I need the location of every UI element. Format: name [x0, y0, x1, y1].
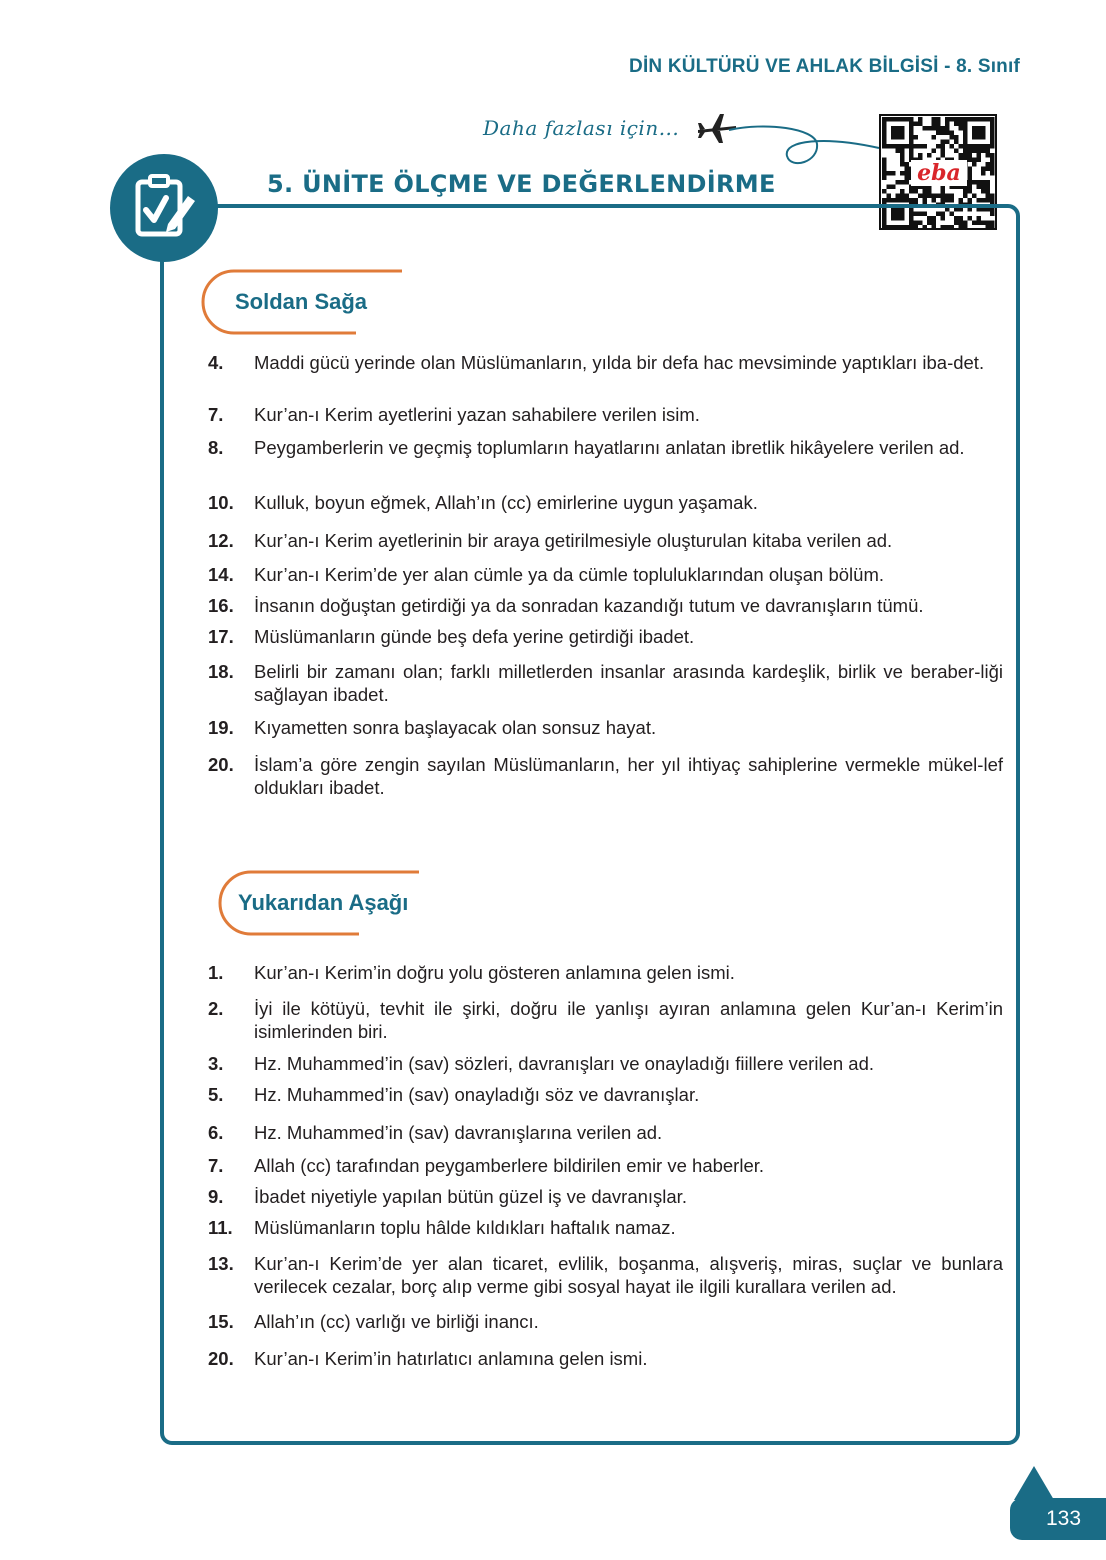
section-title: Soldan Sağa	[235, 289, 368, 314]
clue-number: 8.	[208, 437, 224, 458]
clue-list-across	[208, 351, 1003, 803]
clue-item	[208, 351, 1003, 403]
clue-number: 5.	[208, 1084, 224, 1105]
clue-text: Kulluk, boyun eğmek, Allah’ın (cc) emirlerine uygun yaşamak.	[254, 492, 758, 513]
clue-text: İyi ile kötüyü, tevhit ile şirki, doğru ile yanlışı ayıran anlamına gelen Kur’an-ı Kerim’in isimlerinden biri.	[254, 998, 1003, 1042]
clue-item	[208, 625, 1003, 660]
page-number: 133	[1046, 1507, 1082, 1530]
clue-item	[208, 1216, 1003, 1252]
clue-text: Kur’an-ı Kerim’de yer alan cümle ya da cümle topluluklarından oluşan bölüm.	[254, 564, 885, 585]
clue-item	[208, 436, 1003, 491]
clue-number: 11.	[208, 1217, 233, 1238]
clue-text: Kur’an-ı Kerim ayetlerinin bir araya getirilmesiyle oluşturulan kitaba verilen ad.	[254, 530, 893, 551]
clue-text: Allah (cc) tarafından peygamberlere bildirilen emir ve haberler.	[254, 1155, 765, 1176]
clue-text: Müslümanların toplu hâlde kıldıkları haftalık namaz.	[254, 1217, 676, 1238]
clue-text: Müslümanların günde beş defa yerine getirdiği ibadet.	[254, 626, 695, 647]
clue-text: İnsanın doğuştan getirdiği ya da sonradan kazandığı tutum ve davranışların tümü.	[254, 595, 924, 616]
clue-item	[208, 491, 1003, 529]
clue-text: Allah’ın (cc) varlığı ve birliği inancı.	[254, 1311, 539, 1332]
more-link[interactable]: Daha fazlası için...	[483, 116, 680, 140]
clue-text: Kur’an-ı Kerim’in hatırlatıcı anlamına gelen ismi.	[254, 1348, 648, 1369]
clue-item	[208, 403, 1003, 436]
clue-item	[208, 1310, 1003, 1347]
page-tab-arrow	[1014, 1466, 1054, 1500]
clue-text: Maddi gücü yerinde olan Müslümanların, yılda bir defa hac mevsiminde yaptıkları iba-det.	[254, 352, 985, 373]
clue-number: 17.	[208, 626, 234, 647]
clue-item	[208, 1252, 1003, 1310]
clue-item	[208, 529, 1003, 563]
clipboard-check-icon	[128, 172, 200, 244]
clue-number: 12.	[208, 530, 234, 551]
clue-number: 1.	[208, 962, 224, 983]
clue-item	[208, 1083, 1003, 1121]
clue-text: Belirli bir zamanı olan; farklı milletlerden insanlar arasında kardeşlik, birlik ve beraber-liği sağlayan ibadet.	[254, 661, 1003, 705]
clue-number: 20.	[208, 1348, 234, 1369]
clue-number: 7.	[208, 404, 224, 425]
clue-text: Kur’an-ı Kerim ayetlerini yazan sahabilere verilen isim.	[254, 404, 700, 425]
clue-text: Peygamberlerin ve geçmiş toplumların hayatlarını anlatan ibretlik hikâyelere verilen ad.	[254, 437, 965, 458]
clue-item	[208, 753, 1003, 803]
clue-text: Hz. Muhammed’in (sav) davranışlarına verilen ad.	[254, 1122, 663, 1143]
section-heading-down	[217, 869, 427, 942]
clue-number: 6.	[208, 1122, 224, 1143]
section-title: Yukarıdan Aşağı	[238, 890, 409, 915]
clue-number: 14.	[208, 564, 234, 585]
clue-item	[208, 1154, 1003, 1185]
clue-text: İslam’a göre zengin sayılan Müslümanların, her yıl ihtiyaç sahiplerine vermekle mükel-lef oldukları ibadet.	[254, 754, 1003, 798]
eba-logo: eba	[911, 160, 967, 186]
clue-text: Kur’an-ı Kerim’de yer alan ticaret, evlilik, boşanma, alışveriş, miras, suçlar ve bunlara verilecek cezalar, borç alıp verme gibi sosyal hayat ile ilgili kurallara verilen ad.	[254, 1253, 1003, 1297]
clue-number: 4.	[208, 352, 224, 373]
clue-item	[208, 1185, 1003, 1216]
clue-text: Kıyametten sonra başlayacak olan sonsuz hayat.	[254, 717, 657, 738]
clue-number: 13.	[208, 1253, 234, 1274]
subject-header: DİN KÜLTÜRÜ VE AHLAK BİLGİSİ - 8. Sınıf	[629, 56, 1020, 77]
clue-item	[208, 961, 1003, 997]
clue-item	[208, 716, 1003, 753]
clue-item	[208, 1347, 1003, 1377]
clue-item	[208, 1052, 1003, 1083]
dotted-path-decoration	[725, 118, 885, 178]
assessment-badge	[110, 154, 218, 262]
page-title: 5. ÜNİTE ÖLÇME VE DEĞERLENDİRME	[267, 170, 776, 198]
clue-number: 9.	[208, 1186, 224, 1207]
clue-text: Hz. Muhammed’in (sav) sözleri, davranışları ve onayladığı fiillere verilen ad.	[254, 1053, 875, 1074]
clue-number: 16.	[208, 595, 234, 616]
clue-item	[208, 563, 1003, 594]
clue-number: 3.	[208, 1053, 224, 1074]
clue-text: Kur’an-ı Kerim’in doğru yolu gösteren anlamına gelen ismi.	[254, 962, 735, 983]
clue-number: 18.	[208, 661, 234, 682]
clue-list-down	[208, 961, 1003, 1377]
section-heading-across	[198, 268, 408, 341]
clue-number: 2.	[208, 998, 224, 1019]
clue-number: 15.	[208, 1311, 234, 1332]
clue-number: 7.	[208, 1155, 224, 1176]
clue-item	[208, 660, 1003, 716]
clue-text: Hz. Muhammed’in (sav) onayladığı söz ve davranışlar.	[254, 1084, 700, 1105]
clue-item	[208, 997, 1003, 1052]
clue-item	[208, 594, 1003, 625]
clue-number: 19.	[208, 717, 234, 738]
clue-item	[208, 1121, 1003, 1154]
clue-number: 10.	[208, 492, 234, 513]
clue-text: İbadet niyetiyle yapılan bütün güzel iş ve davranışlar.	[254, 1186, 687, 1207]
clue-number: 20.	[208, 754, 234, 775]
